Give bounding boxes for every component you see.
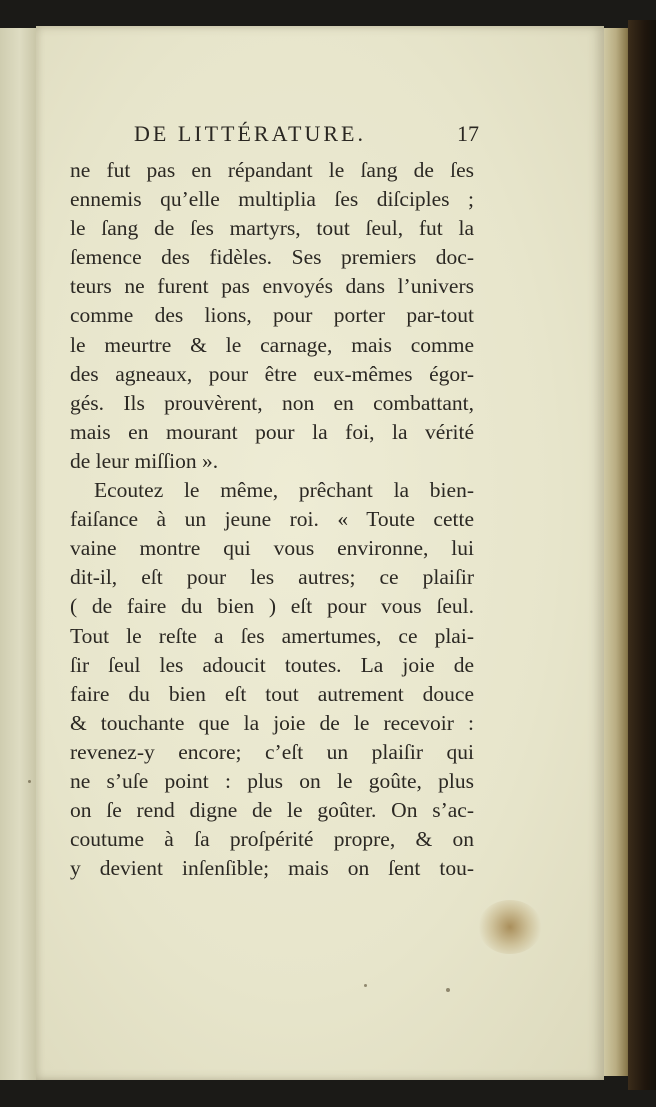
text-line: faiſance à un jeune roi. « Toute cette (70, 507, 474, 532)
paper-speck (28, 780, 31, 783)
text-line: coutume à ſa proſpérité propre, & on (70, 827, 474, 852)
text-line: le ſang de ſes martyrs, tout ſeul, fut la (70, 216, 474, 241)
text-line: mais en mourant pour la foi, la vérité (70, 419, 474, 444)
text-line: revenez-y encore; c’eſt un plaiſir qui (70, 739, 474, 764)
text-line: de leur miſſion ». (70, 448, 219, 473)
paper-stain (478, 900, 542, 954)
text-line: des agneaux, pour être eux-mêmes égor- (70, 361, 474, 386)
text-line: Tout le reſte a ſes amertumes, ce plai- (70, 623, 474, 648)
page-number: 17 (457, 121, 479, 146)
body-text (70, 156, 474, 883)
text-line: ( de faire du bien ) eſt pour vous ſeul. (70, 594, 474, 619)
text-line: dit-il, eſt pour les autres; ce plaiſir (70, 565, 474, 590)
text-line: ſemence des fidèles. Ses premiers doc- (70, 245, 474, 270)
text-line: Ecoutez le même, prêchant la bien- (94, 478, 474, 503)
text-line: ne s’uſe point : plus on le goûte, plus (70, 768, 474, 793)
left-page-gutter (0, 28, 37, 1080)
text-line: comme des lions, pour porter par-tout (70, 303, 474, 328)
text-line: ne fut pas en répandant le ſang de ſes (70, 158, 474, 182)
text-line: ennemis qu’elle multiplia ſes diſciples ; (70, 187, 474, 212)
running-head: DE LITTÉRATURE. (134, 121, 366, 146)
text-line: gés. Ils prouvèrent, non en combattant, (70, 390, 474, 415)
book-cover-edge (628, 20, 656, 1090)
text-line: le meurtre & le carnage, mais comme (70, 332, 474, 357)
text-line: ſir ſeul les adoucit toutes. La joie de (70, 652, 474, 677)
text-line: y devient inſenſible; mais on ſent tou- (70, 856, 474, 881)
text-line: & touchante que la joie de le recevoir : (70, 710, 474, 735)
page-header (134, 121, 479, 151)
text-line: on ſe rend digne de le goûter. On s’ac- (70, 798, 474, 823)
paper-speck (446, 988, 450, 992)
text-line: teurs ne furent pas envoyés dans l’univers (70, 274, 474, 299)
text-line: vaine montre qui vous environne, lui (70, 536, 474, 561)
paper-speck (364, 984, 367, 987)
text-line: faire du bien eſt tout autrement douce (70, 681, 474, 706)
